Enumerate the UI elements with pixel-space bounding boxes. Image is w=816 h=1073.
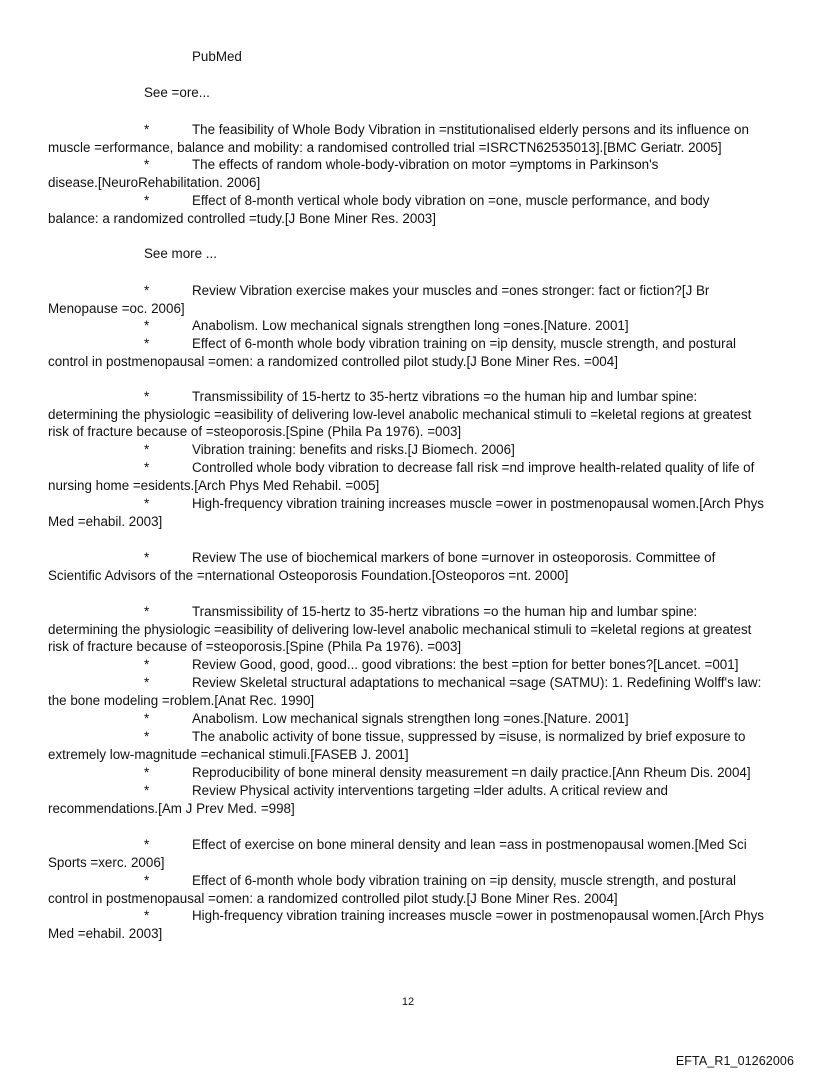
entry-line: Effect of 6-month whole body vibration training on =ip density, muscle strength, and postural bbox=[192, 336, 736, 351]
entry-line: determining the physiologic =easibility of delivering low-level anabolic mechanical stimuli to =keletal regions at greatest bbox=[48, 406, 752, 422]
bullet: * bbox=[144, 675, 150, 690]
bullet: * bbox=[144, 711, 150, 726]
entry-line: nursing home =esidents.[Arch Phys Med Rehabil. =005] bbox=[48, 477, 380, 493]
reference-entry bbox=[48, 674, 776, 709]
bullet: * bbox=[144, 765, 150, 780]
bullet: * bbox=[144, 783, 150, 798]
see-more-link: See more ... bbox=[144, 246, 217, 261]
reference-entry bbox=[48, 459, 776, 494]
reference-entry bbox=[48, 836, 776, 871]
entry-line: The effects of random whole-body-vibration on motor =ymptoms in Parkinson's bbox=[192, 157, 659, 172]
reference-entry bbox=[48, 495, 776, 530]
bullet: * bbox=[144, 657, 150, 672]
entry-line: risk of fracture because of =steoporosis.[Spine (Phila Pa 1976). =003] bbox=[48, 424, 462, 440]
entry-line: balance: a randomized controlled =tudy.[J Bone Miner Res. 2003] bbox=[48, 210, 436, 226]
reference-entry bbox=[48, 156, 776, 191]
entry-line: Anabolism. Low mechanical signals strengthen long =ones.[Nature. 2001] bbox=[192, 318, 629, 333]
bullet: * bbox=[144, 908, 150, 923]
bullet: * bbox=[144, 336, 150, 351]
entry-line: the bone modeling =roblem.[Anat Rec. 1990] bbox=[48, 692, 315, 708]
entry-line: Sports =xerc. 2006] bbox=[48, 854, 165, 870]
entry-line: risk of fracture because of =steoporosis.[Spine (Phila Pa 1976). =003] bbox=[48, 639, 462, 655]
entry-line: Controlled whole body vibration to decrease fall risk =nd improve health-related quality of life of bbox=[192, 460, 755, 475]
entry-line: Med =ehabil. 2003] bbox=[48, 513, 163, 529]
reference-entry bbox=[48, 282, 776, 317]
reference-entry bbox=[48, 388, 776, 441]
bullet: * bbox=[144, 604, 150, 619]
entry-line: Review The use of biochemical markers of bone =urnover in osteoporosis. Committee of bbox=[192, 550, 716, 565]
bullet: * bbox=[144, 442, 150, 457]
entry-line: Review Physical activity interventions targeting =lder adults. A critical review and bbox=[192, 783, 668, 798]
bullet: * bbox=[144, 193, 150, 208]
entry-line: Effect of 6-month whole body vibration training on =ip density, muscle strength, and postural bbox=[192, 873, 736, 888]
bullet: * bbox=[144, 550, 150, 565]
entry-line: Vibration training: benefits and risks.[J Biomech. 2006] bbox=[192, 442, 515, 457]
source-heading: PubMed bbox=[192, 49, 242, 64]
reference-entry bbox=[48, 441, 776, 459]
bullet: * bbox=[144, 283, 150, 298]
bullet: * bbox=[144, 729, 150, 744]
entry-line: Transmissibility of 15-hertz to 35-hertz vibrations =o the human hip and lumbar spine: bbox=[192, 389, 698, 404]
reference-entry bbox=[48, 872, 776, 907]
bullet: * bbox=[144, 837, 150, 852]
reference-entry bbox=[48, 710, 776, 728]
reference-entry bbox=[48, 121, 776, 156]
entry-line: Review Vibration exercise makes your muscles and =ones stronger: fact or fiction?[J Br bbox=[192, 283, 710, 298]
entry-line: Med =ehabil. 2003] bbox=[48, 925, 163, 941]
entry-line: Scientific Advisors of the =nternational Osteoporosis Foundation.[Osteoporos =nt. 2000] bbox=[48, 567, 569, 583]
entry-line: Reproducibility of bone mineral density measurement =n daily practice.[Ann Rheum Dis. 2004] bbox=[192, 765, 751, 780]
reference-entry bbox=[48, 335, 776, 370]
reference-entry bbox=[48, 603, 776, 656]
entry-line: recommendations.[Am J Prev Med. =998] bbox=[48, 800, 295, 816]
entry-line: Anabolism. Low mechanical signals strengthen long =ones.[Nature. 2001] bbox=[192, 711, 629, 726]
bullet: * bbox=[144, 496, 150, 511]
entry-line: extremely low-magnitude =echanical stimuli.[FASEB J. 2001] bbox=[48, 746, 409, 762]
entry-line: Review Good, good, good... good vibrations: the best =ption for better bones?[Lancet. =001] bbox=[192, 657, 739, 672]
entry-line: Effect of exercise on bone mineral density and lean =ass in postmenopausal women.[Med Sci bbox=[192, 837, 747, 852]
entry-line: control in postmenopausal =omen: a randomized controlled pilot study.[J Bone Miner Res. =004] bbox=[48, 353, 618, 369]
entry-line: Menopause =oc. 2006] bbox=[48, 300, 185, 316]
bullet: * bbox=[144, 873, 150, 888]
entry-line: Review Skeletal structural adaptations to mechanical =sage (SATMU): 1. Redefining Wolff's law: bbox=[192, 675, 762, 690]
bullet: * bbox=[144, 389, 150, 404]
reference-entry bbox=[48, 907, 776, 942]
entry-line: Effect of 8-month vertical whole body vibration on =one, muscle performance, and body bbox=[192, 193, 710, 208]
entry-line: control in postmenopausal =omen: a randomized controlled pilot study.[J Bone Miner Res. 2004] bbox=[48, 890, 618, 906]
entry-line: muscle =erformance, balance and mobility: a randomised controlled trial =ISRCTN62535013].[BMC Geriatr. 2005] bbox=[48, 139, 722, 155]
reference-entry bbox=[48, 782, 776, 817]
entry-line: determining the physiologic =easibility of delivering low-level anabolic mechanical stimuli to =keletal regions at greatest bbox=[48, 621, 752, 637]
entry-line: High-frequency vibration training increases muscle =ower in postmenopausal women.[Arch Phys bbox=[192, 908, 764, 923]
document-id: EFTA_R1_01262006 bbox=[675, 1054, 794, 1068]
reference-entry bbox=[48, 192, 776, 227]
bullet: * bbox=[144, 157, 150, 172]
reference-entry bbox=[48, 728, 776, 763]
entry-line: disease.[NeuroRehabilitation. 2006] bbox=[48, 174, 261, 190]
entry-line: Transmissibility of 15-hertz to 35-hertz vibrations =o the human hip and lumbar spine: bbox=[192, 604, 698, 619]
entry-line: The feasibility of Whole Body Vibration in =nstitutionalised elderly persons and its influence on bbox=[192, 122, 749, 137]
see-more-link: See =ore... bbox=[144, 85, 210, 100]
bullet: * bbox=[144, 122, 150, 137]
entry-line: The anabolic activity of bone tissue, suppressed by =isuse, is normalized by brief exposure to bbox=[192, 729, 746, 744]
reference-entry bbox=[48, 549, 776, 584]
bullet: * bbox=[144, 318, 150, 333]
page-number: 12 bbox=[401, 996, 415, 1008]
reference-entry bbox=[48, 317, 776, 335]
entry-line: High-frequency vibration training increases muscle =ower in postmenopausal women.[Arch Phys bbox=[192, 496, 764, 511]
reference-entry bbox=[48, 764, 776, 782]
bullet: * bbox=[144, 460, 150, 475]
reference-entry bbox=[48, 656, 776, 674]
